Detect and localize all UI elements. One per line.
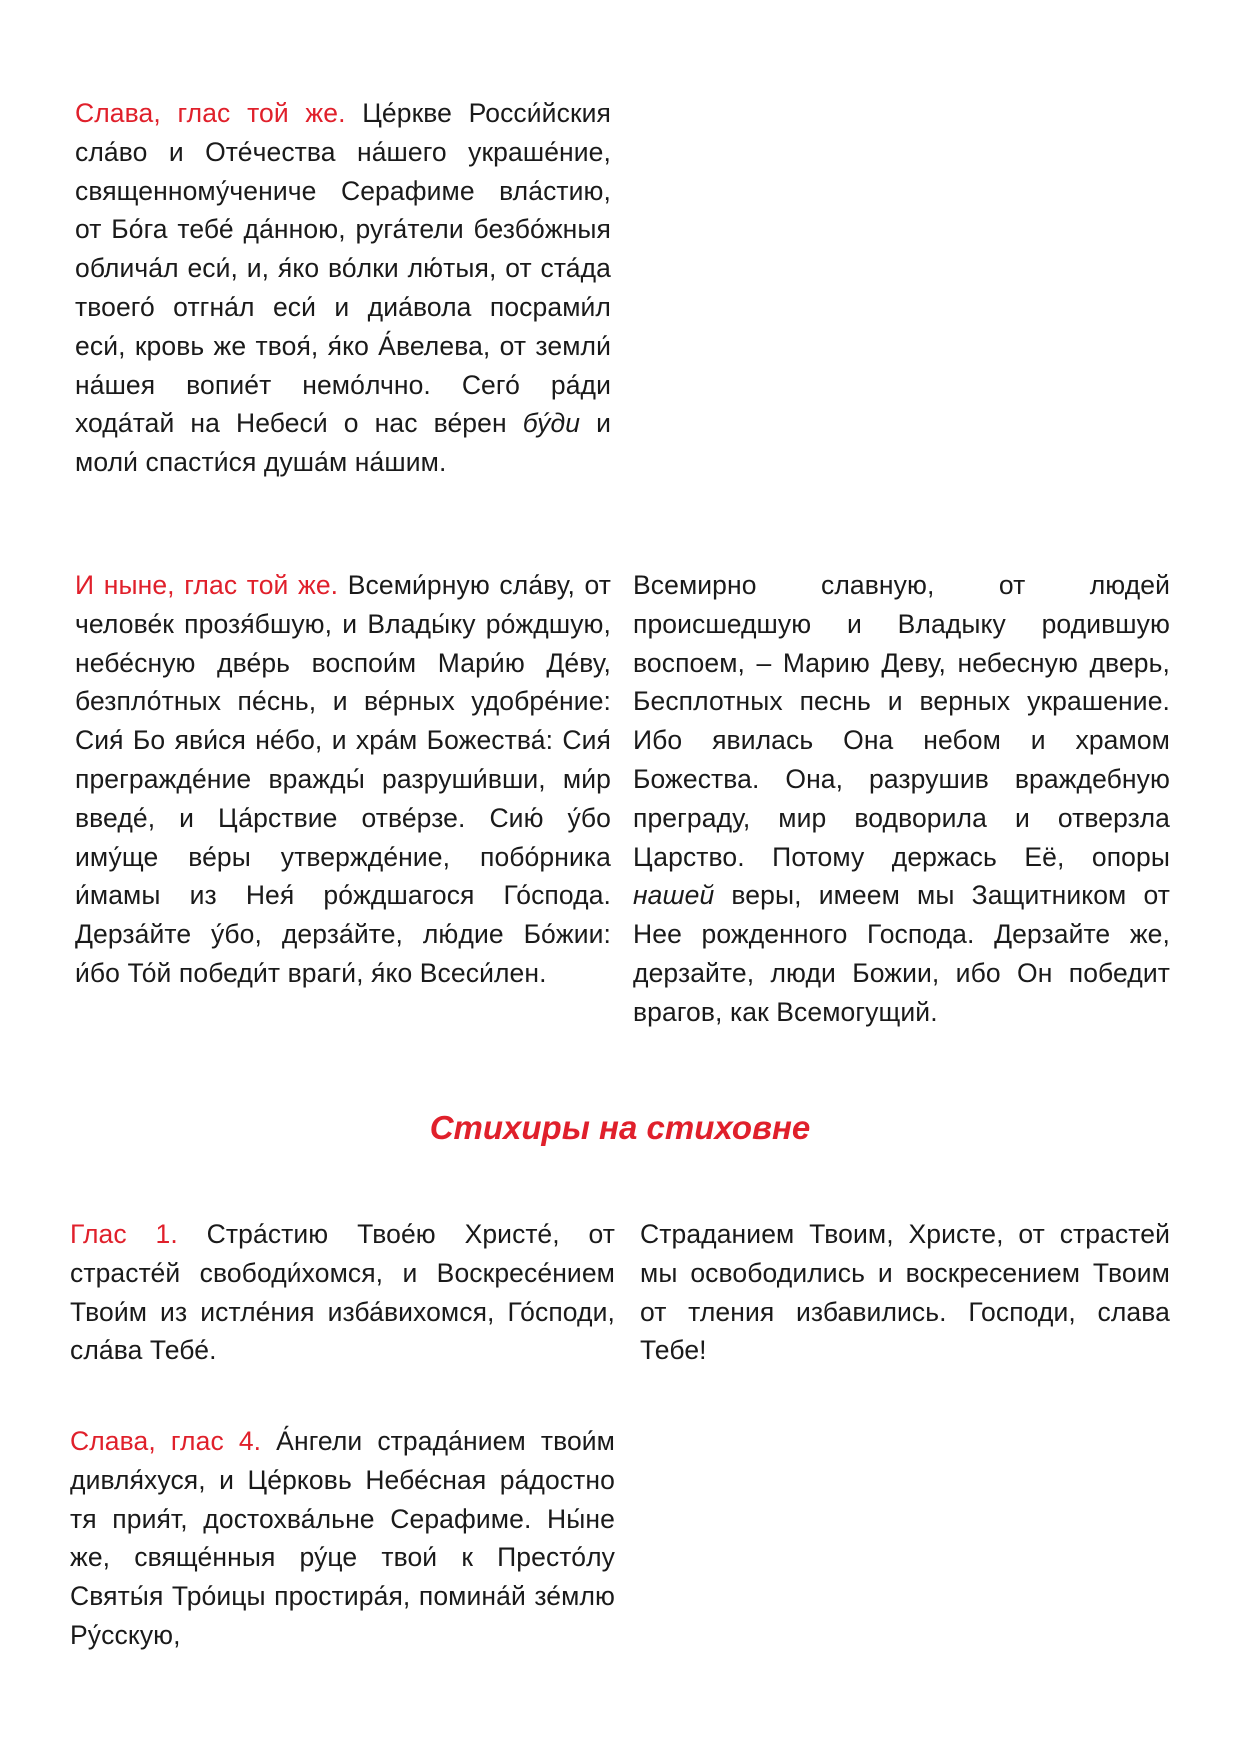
- rubric-glas-1: Глас 1.: [70, 1219, 178, 1249]
- rubric-i-nyne: И ныне, глас той же.: [75, 570, 339, 600]
- paragraph-text: Страданием Твоим, Христе, от страстей мы освободились и воскресением Твоим от тления избавились. Господи, слава Тебе!: [640, 1219, 1170, 1366]
- paragraph-text: А́нгели страда́нием твои́м дивля́хуся, и Це́рковь Небе́сная ра́достно тя прия́т, достохва́льне Серафиме. Ны́не же, свяще́нныя ру́це твои́ к Престо́лу Святы́я Тро́ицы простира́я, помина́й зе́млю Ру́сскую,: [70, 1426, 616, 1650]
- slava-paragraph-slavonic: [75, 94, 611, 482]
- italic-word: бу́ди: [522, 408, 581, 439]
- rubric-slava: Слава, глас той же.: [75, 98, 346, 128]
- rubric-slava-glas-4: Слава, глас 4.: [70, 1426, 262, 1456]
- glas-1-paragraph-russian: [640, 1215, 1170, 1370]
- glas-1-paragraph-slavonic: [70, 1215, 615, 1370]
- section-heading: Стихиры на стиховне: [429, 1109, 811, 1146]
- paragraph-text: Всеми́рную сла́ву, от челове́к прозя́бшую, и Влады́ку ро́ждшую, небе́сную две́рь воспои́м Мари́ю Де́ву, безпло́тных пе́снь, и ве́рных удобре́ние: Сия́ Бо яви́ся не́бо, и хра́м Божества́: Сия́ преграждéние вражды́ разруши́вши, ми́р введе́, и Ца́рствие отве́рзе. Сию́ у́бо иму́ще ве́ры утвержде́ние, побо́рника и́мамы из Нея́ ро́ждшагося Го́спода. Дерза́йте у́бо, дерза́йте, лю́дие Бо́жии: и́бо То́й победи́т враги́, я́ко Всеси́лен.: [75, 570, 611, 988]
- paragraph-text: Це́ркве Росси́йския сла́во и Оте́чества на́шего украше́ние, священному́чениче Серафиме вла́стию, от Бо́га тебе́ да́нною, руга́тели безбо́жныя облича́л еси́, и, я́ко во́лки лю́тыя, от ста́да твоего́ отгна́л еси́ и диа́вола посрами́л еси́, кровь же твоя́, я́ко А́велева, от земли́ на́шея вопие́т немо́лчно. Сего́ ра́ди хода́тай на Небеси́ о нас ве́рен: [75, 98, 611, 439]
- italic-word: нашей: [633, 880, 715, 911]
- paragraph-text: Всемирно славную, от людей происшедшую и Владыку родившую воспоем, – Марию Деву, небесную дверь, Бесплотных песнь и верных украшение. Ибо явилась Она небом и храмом Божества. Она, разрушив враждебную преграду, мир водворила и отверзла Царство. Потому держась Её, опоры: [633, 570, 1170, 872]
- i-nyne-paragraph-slavonic: [75, 566, 611, 993]
- paragraph-text-tail: веры, имеем мы Защитником от Нее рожденного Господа. Дерзайте же, дерзайте, люди Божии, ибо Он победит врагов, как Всемогущий.: [633, 880, 1170, 1027]
- paragraph-text: Стра́стию Твое́ю Христе́, от страсте́й свободи́хомся, и Воскресе́нием Твои́м из истле́ния изба́вихомся, Го́споди, сла́ва Тебе́.: [70, 1219, 615, 1366]
- slava-glas-4-paragraph-slavonic: [70, 1422, 615, 1655]
- paragraph-text-tail: и моли́ спасти́ся душа́м на́шим.: [75, 408, 611, 478]
- i-nyne-paragraph-russian: [633, 566, 1170, 1032]
